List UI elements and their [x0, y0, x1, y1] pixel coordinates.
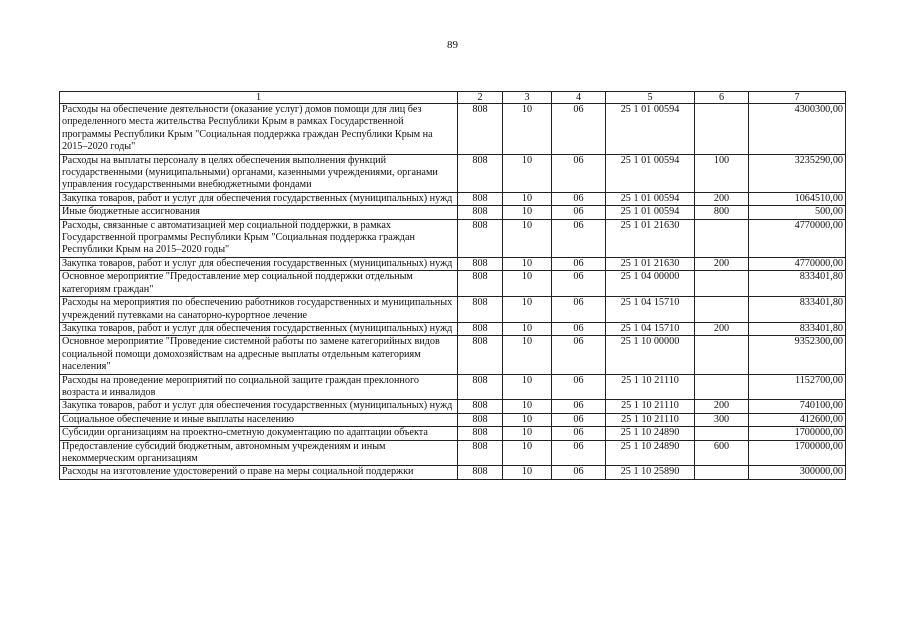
header-col-3: 3 [503, 92, 552, 104]
row-name: Основное мероприятие "Предоставление мер социальной поддержки отдельным категориям граждан" [60, 271, 458, 297]
table-row [60, 413, 846, 426]
row-amount: 9352300,00 [749, 336, 846, 374]
row-col-3: 10 [503, 466, 552, 479]
row-name: Основное мероприятие "Проведение системной работы по замене категорийных видов социальной помощи домохозяйствам на адресные выплаты отдельным категориям населения" [60, 336, 458, 374]
header-col-2: 2 [458, 92, 503, 104]
row-col-2: 808 [458, 466, 503, 479]
row-amount: 1152700,00 [749, 374, 846, 400]
header-col-5: 5 [606, 92, 695, 104]
row-amount: 4770000,00 [749, 257, 846, 270]
row-name: Расходы на выплаты персоналу в целях обеспечения выполнения функций государственными (муниципальными) органами, казенными учреждениями, органами управления государственными внебюджетными фондами [60, 154, 458, 192]
row-name: Закупка товаров, работ и услуг для обеспечения государственных (муниципальных) нужд [60, 192, 458, 205]
row-amount: 833401,80 [749, 297, 846, 323]
row-col-5: 25 1 10 21110 [606, 374, 695, 400]
row-col-3: 10 [503, 192, 552, 205]
row-col-3: 10 [503, 374, 552, 400]
row-col-5: 25 1 10 24890 [606, 440, 695, 466]
row-name: Иные бюджетные ассигнования [60, 206, 458, 219]
table-row [60, 322, 846, 335]
row-name: Закупка товаров, работ и услуг для обеспечения государственных (муниципальных) нужд [60, 257, 458, 270]
row-col-6: 100 [695, 154, 749, 192]
row-col-5: 25 1 01 00594 [606, 154, 695, 192]
page-number: 89 [447, 39, 458, 51]
row-col-6 [695, 336, 749, 374]
row-col-4: 06 [552, 440, 606, 466]
row-name: Социальное обеспечение и иные выплаты населению [60, 413, 458, 426]
row-amount: 1700000,00 [749, 440, 846, 466]
row-col-2: 808 [458, 206, 503, 219]
row-col-2: 808 [458, 257, 503, 270]
table-body [60, 104, 846, 480]
row-col-3: 10 [503, 257, 552, 270]
row-col-2: 808 [458, 192, 503, 205]
row-col-2: 808 [458, 322, 503, 335]
row-col-5: 25 1 01 21630 [606, 257, 695, 270]
row-amount: 833401,80 [749, 271, 846, 297]
row-amount: 1064510,00 [749, 192, 846, 205]
row-col-3: 10 [503, 427, 552, 440]
table-row [60, 466, 846, 479]
row-col-4: 06 [552, 219, 606, 257]
row-col-4: 06 [552, 297, 606, 323]
row-name: Закупка товаров, работ и услуг для обеспечения государственных (муниципальных) нужд [60, 400, 458, 413]
row-col-3: 10 [503, 104, 552, 155]
row-col-4: 06 [552, 257, 606, 270]
row-col-6: 300 [695, 413, 749, 426]
row-col-4: 06 [552, 192, 606, 205]
row-col-6 [695, 374, 749, 400]
row-col-4: 06 [552, 413, 606, 426]
row-name: Субсидии организациям на проектно-сметную документацию по адаптации объекта [60, 427, 458, 440]
row-col-5: 25 1 10 21110 [606, 413, 695, 426]
row-col-6: 200 [695, 192, 749, 205]
row-col-5: 25 1 04 15710 [606, 322, 695, 335]
row-name: Предоставление субсидий бюджетным, автономным учреждениям и иным некоммерческим организациям [60, 440, 458, 466]
table-row [60, 400, 846, 413]
row-col-3: 10 [503, 413, 552, 426]
row-amount: 1700000,00 [749, 427, 846, 440]
row-col-6: 200 [695, 322, 749, 335]
row-col-5: 25 1 01 00594 [606, 206, 695, 219]
row-col-2: 808 [458, 440, 503, 466]
row-col-5: 25 1 01 00594 [606, 104, 695, 155]
row-col-5: 25 1 10 21110 [606, 400, 695, 413]
row-col-2: 808 [458, 374, 503, 400]
row-col-3: 10 [503, 154, 552, 192]
row-col-3: 10 [503, 219, 552, 257]
table-row [60, 206, 846, 219]
table-row [60, 192, 846, 205]
row-col-2: 808 [458, 413, 503, 426]
row-col-6 [695, 297, 749, 323]
row-col-2: 808 [458, 400, 503, 413]
table-row [60, 374, 846, 400]
table-row [60, 336, 846, 374]
row-name: Расходы на изготовление удостоверений о праве на меры социальной поддержки [60, 466, 458, 479]
row-col-4: 06 [552, 104, 606, 155]
row-col-5: 25 1 04 15710 [606, 297, 695, 323]
budget-table [59, 91, 846, 480]
row-col-5: 25 1 01 00594 [606, 192, 695, 205]
row-col-2: 808 [458, 427, 503, 440]
row-name: Закупка товаров, работ и услуг для обеспечения государственных (муниципальных) нужд [60, 322, 458, 335]
table-row [60, 257, 846, 270]
header-col-1: 1 [60, 92, 458, 104]
row-amount: 3235290,00 [749, 154, 846, 192]
row-col-4: 06 [552, 466, 606, 479]
table-row [60, 219, 846, 257]
row-col-3: 10 [503, 271, 552, 297]
row-col-6 [695, 427, 749, 440]
table-row [60, 297, 846, 323]
row-col-2: 808 [458, 336, 503, 374]
table-row [60, 440, 846, 466]
header-col-7: 7 [749, 92, 846, 104]
row-col-6: 200 [695, 400, 749, 413]
row-col-4: 06 [552, 322, 606, 335]
row-col-3: 10 [503, 440, 552, 466]
row-amount: 4770000,00 [749, 219, 846, 257]
table-row [60, 271, 846, 297]
row-name: Расходы, связанные с автоматизацией мер социальной поддержки, в рамках Государственной программы Республики Крым "Социальная поддержка граждан Республики Крым на 2015–2020 годы" [60, 219, 458, 257]
row-col-6 [695, 271, 749, 297]
row-col-6 [695, 104, 749, 155]
header-row [60, 92, 846, 104]
table-row [60, 154, 846, 192]
row-col-2: 808 [458, 271, 503, 297]
table-row [60, 427, 846, 440]
header-col-4: 4 [552, 92, 606, 104]
row-name: Расходы на обеспечение деятельности (оказание услуг) домов помощи для лиц без определенного места жительства Республики Крым в рамках Государственной программы Республики Крым "Социальная поддержка граждан Республики Крым на 2015–2020 годы" [60, 104, 458, 155]
row-col-6 [695, 466, 749, 479]
row-col-2: 808 [458, 154, 503, 192]
row-col-3: 10 [503, 206, 552, 219]
row-col-4: 06 [552, 271, 606, 297]
row-col-4: 06 [552, 400, 606, 413]
row-col-5: 25 1 10 00000 [606, 336, 695, 374]
row-col-6: 800 [695, 206, 749, 219]
row-col-6 [695, 219, 749, 257]
row-amount: 4300300,00 [749, 104, 846, 155]
row-col-5: 25 1 10 24890 [606, 427, 695, 440]
row-col-5: 25 1 01 21630 [606, 219, 695, 257]
row-col-3: 10 [503, 322, 552, 335]
row-col-6: 600 [695, 440, 749, 466]
row-name: Расходы на проведение мероприятий по социальной защите граждан преклонного возраста и инвалидов [60, 374, 458, 400]
row-col-4: 06 [552, 206, 606, 219]
row-amount: 833401,80 [749, 322, 846, 335]
row-amount: 300000,00 [749, 466, 846, 479]
row-name: Расходы на мероприятия по обеспечению работников государственных и муниципальных учреждений путевками на санаторно-курортное лечение [60, 297, 458, 323]
row-col-3: 10 [503, 297, 552, 323]
table-row [60, 104, 846, 155]
row-col-4: 06 [552, 154, 606, 192]
row-col-2: 808 [458, 104, 503, 155]
row-amount: 740100,00 [749, 400, 846, 413]
row-col-2: 808 [458, 297, 503, 323]
row-amount: 412600,00 [749, 413, 846, 426]
row-col-3: 10 [503, 400, 552, 413]
row-col-6: 200 [695, 257, 749, 270]
header-col-6: 6 [695, 92, 749, 104]
row-amount: 500,00 [749, 206, 846, 219]
row-col-3: 10 [503, 336, 552, 374]
row-col-4: 06 [552, 374, 606, 400]
row-col-4: 06 [552, 336, 606, 374]
row-col-5: 25 1 10 25890 [606, 466, 695, 479]
row-col-5: 25 1 04 00000 [606, 271, 695, 297]
row-col-2: 808 [458, 219, 503, 257]
row-col-4: 06 [552, 427, 606, 440]
